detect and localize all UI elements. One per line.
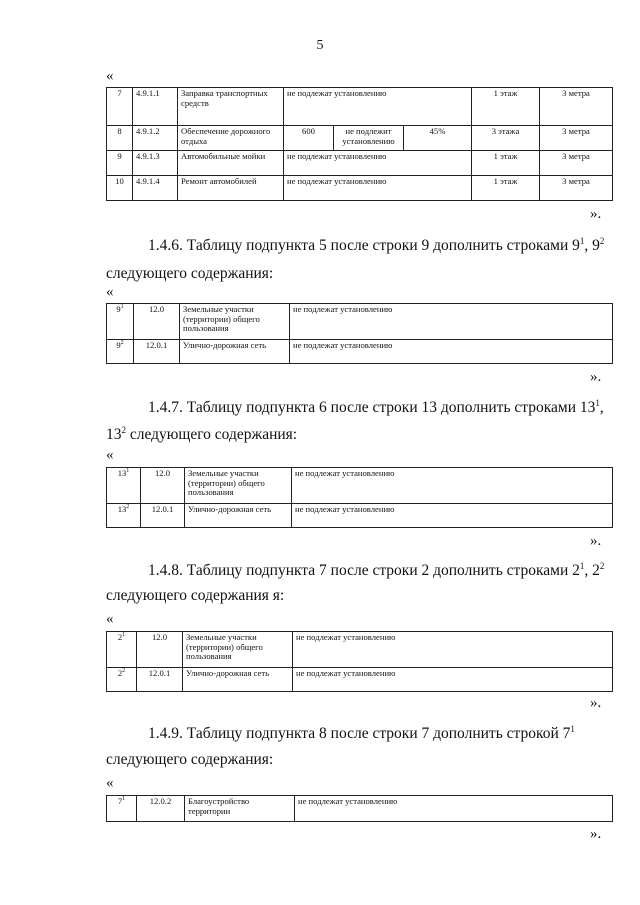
superscript: 1: [595, 397, 600, 408]
row-number: $2^1$: [107, 632, 137, 668]
paragraph-text: 13: [106, 426, 122, 443]
paragraph-text: 1.4.8. Таблицу подпункта 7 после строки 2 дополнить строками 2: [148, 562, 580, 579]
row-name: Улично-дорожная сеть: [180, 340, 290, 364]
row-value: не подлежат установлению: [292, 504, 613, 528]
row-number: 10: [107, 176, 133, 201]
table-row: [107, 504, 613, 528]
table-subitem-6: [106, 467, 613, 528]
open-quote: «: [106, 284, 114, 300]
open-quote: «: [106, 68, 114, 84]
superscript: 1: [579, 560, 585, 571]
row-name: Автомобильные мойки: [178, 151, 284, 176]
close-quote: ».: [590, 826, 602, 842]
paragraph-text: 1.4.6. Таблицу подпункта 5 после строки 9 дополнить строками 9: [148, 237, 580, 254]
row-name: Обеспечение дорожного отдыха: [178, 126, 284, 151]
row-value: не подлежат установлению: [284, 88, 472, 126]
row-code: 12.0: [137, 632, 183, 668]
paragraph-1-4-9-cont: следующего содержания:: [106, 751, 274, 768]
paragraph-text: 1.4.9. Таблицу подпункта 8 после строки 7 дополнить строкой 7: [148, 725, 571, 742]
row-number: $13^2$: [107, 504, 141, 528]
row-code: 12.0: [134, 304, 180, 340]
row-floors: 1 этаж: [472, 151, 540, 176]
row-number: $9^2$: [107, 340, 134, 364]
row-number: 9: [107, 151, 133, 176]
table-row: [107, 668, 613, 692]
row-name: Земельные участки (территории) общего пользования: [180, 304, 290, 340]
superscript: 2: [599, 560, 605, 571]
close-quote: ».: [590, 695, 602, 711]
row-name: Заправка транспортных средств: [178, 88, 284, 126]
close-quote: ».: [590, 533, 602, 549]
table-row: [107, 151, 613, 176]
row-height: 3 метра: [540, 88, 613, 126]
row-percent: 45%: [404, 126, 472, 151]
table-subitem-8: [106, 795, 613, 822]
row-floors: 1 этаж: [472, 176, 540, 201]
table-section-4-9: [106, 87, 613, 201]
row-value: не подлежат установлению: [284, 151, 472, 176]
page-number: 5: [316, 38, 324, 53]
row-number: 8: [107, 126, 133, 151]
paragraph-1-4-8-cont: следующего содержания я:: [106, 587, 285, 604]
paragraph-text: следующего содержания:: [126, 426, 298, 443]
row-number: $7^1$: [107, 796, 137, 822]
row-name: Улично-дорожная сеть: [185, 504, 292, 528]
table-subitem-5: [106, 303, 613, 364]
table-row: [107, 304, 613, 340]
superscript: 2: [121, 424, 126, 435]
paragraph-1-4-7: [148, 398, 604, 418]
row-code: 12.0.1: [137, 668, 183, 692]
row-value: не подлежат установлению: [293, 668, 613, 692]
row-code: 4.9.1.1: [133, 88, 178, 126]
row-value: не подлежат установлению: [295, 796, 613, 822]
row-value: не подлежат установлению: [290, 304, 613, 340]
row-number: $9^1$: [107, 304, 134, 340]
table-row: [107, 88, 613, 126]
row-code: 4.9.1.2: [133, 126, 178, 151]
row-number: $13^1$: [107, 468, 141, 504]
table-row: [107, 632, 613, 668]
superscript: 1: [570, 723, 575, 734]
row-value: не подлежат установлению: [293, 632, 613, 668]
row-height: 3 метра: [540, 151, 613, 176]
row-number: $2^2$: [107, 668, 137, 692]
open-quote: «: [106, 775, 114, 791]
row-name: Земельные участки (территории) общего пользования: [185, 468, 292, 504]
row-height: 3 метра: [540, 176, 613, 201]
row-number: 7: [107, 88, 133, 126]
row-floors: 1 этаж: [472, 88, 540, 126]
row-code: 12.0.2: [137, 796, 185, 822]
row-code: 4.9.1.3: [133, 151, 178, 176]
open-quote: «: [106, 611, 114, 627]
table-row: [107, 340, 613, 364]
row-name: Благоустройство территории: [185, 796, 295, 822]
open-quote: «: [106, 447, 114, 463]
paragraph-text: 1.4.7. Таблицу подпункта 6 после строки 13 дополнить строками 13: [148, 399, 596, 416]
row-max-area: не подлежит установлению: [334, 126, 404, 151]
paragraph-text: , 2: [584, 562, 600, 579]
close-quote: ».: [590, 206, 602, 222]
paragraph-text: , 9: [584, 237, 600, 254]
table-row: [107, 126, 613, 151]
row-value: не подлежат установлению: [290, 340, 613, 364]
paragraph-1-4-6-cont: следующего содержания:: [106, 265, 274, 282]
row-floors: 3 этажа: [472, 126, 540, 151]
superscript: 2: [599, 235, 605, 246]
paragraph-1-4-9: [148, 724, 575, 744]
row-code: 4.9.1.4: [133, 176, 178, 201]
row-code: 12.0: [141, 468, 185, 504]
superscript: 1: [579, 235, 585, 246]
row-name: Земельные участки (территории) общего пользования: [183, 632, 293, 668]
row-code: 12.0.1: [141, 504, 185, 528]
row-value: не подлежат установлению: [292, 468, 613, 504]
close-quote: ».: [590, 369, 602, 385]
paragraph-1-4-6: [148, 236, 604, 256]
row-min-area: 600: [284, 126, 334, 151]
paragraph-1-4-7-cont: [106, 425, 297, 445]
paragraph-1-4-8: [148, 561, 604, 581]
row-name: Улично-дорожная сеть: [183, 668, 293, 692]
row-name: Ремонт автомобилей: [178, 176, 284, 201]
table-row: [107, 468, 613, 504]
paragraph-text: ,: [599, 399, 604, 416]
row-value: не подлежат установлению: [284, 176, 472, 201]
table-subitem-7: [106, 631, 613, 692]
row-code: 12.0.1: [134, 340, 180, 364]
row-height: 3 метра: [540, 126, 613, 151]
table-row: [107, 176, 613, 201]
table-row: [107, 796, 613, 822]
